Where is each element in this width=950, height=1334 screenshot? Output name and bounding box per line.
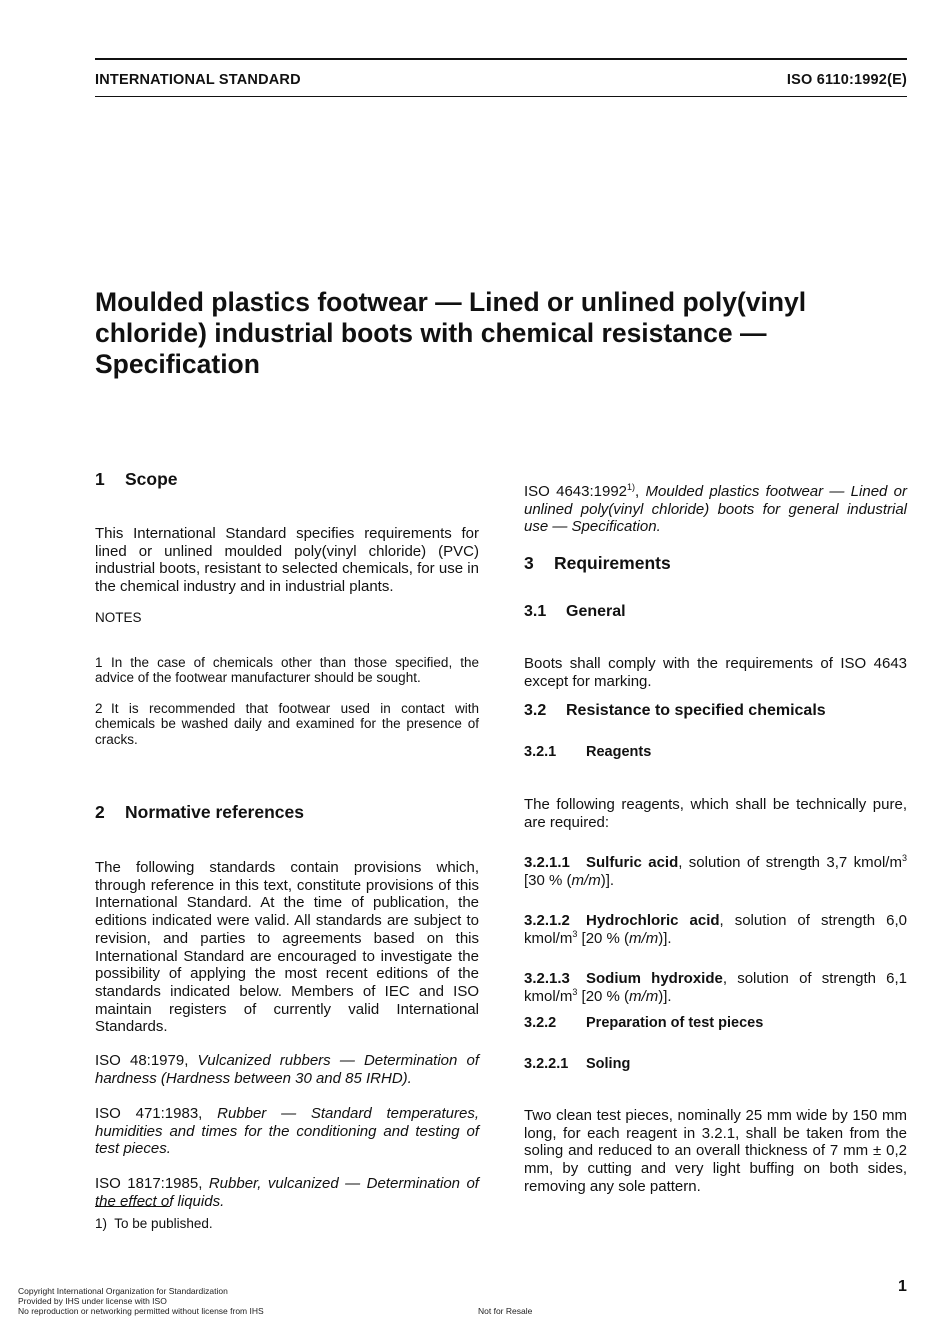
not-for-resale: Not for Resale bbox=[478, 1306, 533, 1316]
preparation-heading: 3.2.2 Preparation of test pieces bbox=[524, 1015, 764, 1031]
reagent-hydrochloric-acid: 3.2.1.2 Hydrochloric acid, solution of strength 6,0 kmol/$m^3$ [20 % (m/m)]. bbox=[524, 912, 907, 947]
requirements-heading: 3 Requirements bbox=[524, 553, 671, 573]
title-line-3: Specification bbox=[95, 349, 260, 379]
normative-body: The following standards contain provisions which, through reference in this text, constitute provisions of this International Standard. At the time of publication, the editions indicated were valid. All standards are subject to revision, and parties to agreements based on this International Standard are encouraged to investigate the possibility of applying the most recent editions of the standards indicated below. Members of IEC and ISO maintain registers of currently valid International Standards. bbox=[95, 859, 479, 1036]
title-line-2: chloride) industrial boots with chemical resistance — bbox=[95, 318, 767, 348]
note-2: 2 It is recommended that footwear used in contact with chemicals be washed daily and examined for the presence of cracks. bbox=[95, 700, 479, 747]
header-top-rule bbox=[95, 58, 907, 60]
scope-body: This International Standard specifies requirements for lined or unlined moulded poly(vinyl chloride) (PVC) industrial boots, resistant to selected chemicals, for use in the chemical industry and in industrial plants. bbox=[95, 525, 479, 596]
footnote: 1) To be published. bbox=[95, 1216, 213, 1231]
copyright-notice: Copyright International Organization for Standardization Provided by IHS under license with ISO No reproduction or networking permitted without license from IHS bbox=[18, 1286, 264, 1316]
reagents-body: The following reagents, which shall be technically pure, are required: bbox=[524, 796, 907, 831]
general-body: Boots shall comply with the requirements of ISO 4643 except for marking. bbox=[524, 655, 907, 690]
header-doc-type: INTERNATIONAL STANDARD bbox=[95, 72, 301, 88]
footnote-rule bbox=[95, 1206, 170, 1207]
page-number: 1 bbox=[898, 1278, 907, 1295]
general-heading: 3.1 General bbox=[524, 603, 626, 620]
header-doc-number: ISO 6110:1992(E) bbox=[786, 72, 907, 88]
notes-label: NOTES bbox=[95, 610, 142, 625]
title-line-1: Moulded plastics footwear — Lined or unlined poly(vinyl bbox=[95, 287, 807, 317]
reagents-heading: 3.2.1 Reagents bbox=[524, 744, 652, 760]
reference-iso-471: ISO 471:1983, Rubber — Standard temperatures, humidities and times for the conditioning and testing of test pieces. bbox=[95, 1105, 480, 1158]
reference-iso-1817: ISO 1817:1985, Rubber, vulcanized — Determination of the effect of liquids. bbox=[95, 1175, 479, 1210]
reference-iso-48: ISO 48:1979, Vulcanized rubbers — Determination of hardness (Hardness between 30 and 85 IRHD). bbox=[95, 1052, 479, 1087]
reference-iso-4643: ISO 4643:1992$^{1)}$, Moulded plastics footwear — Lined or unlined poly(vinyl chloride) boots for general industrial use — Specification. bbox=[524, 482, 908, 536]
resistance-heading: 3.2 Resistance to specified chemicals bbox=[524, 702, 826, 719]
soling-heading: 3.2.2.1 Soling bbox=[524, 1056, 631, 1072]
page-title bbox=[95, 287, 855, 380]
scope-heading: 1 Scope bbox=[95, 469, 178, 489]
reagent-sulfuric-acid: 3.2.1.1 Sulfuric acid, solution of strength 3,7 kmol/$m^3$ [30 % (m/m)]. bbox=[524, 853, 907, 889]
reagent-sodium-hydroxide: 3.2.1.3 Sodium hydroxide, solution of strength 6,1 kmol/$m^3$ [20 % (m/m)]. bbox=[524, 970, 907, 1005]
normative-heading: 2 Normative references bbox=[95, 802, 304, 822]
note-1: 1 In the case of chemicals other than those specified, the advice of the footwear manufacturer should be sought. bbox=[95, 654, 479, 685]
header-bottom-rule bbox=[95, 96, 907, 97]
soling-body: Two clean test pieces, nominally 25 mm wide by 150 mm long, for each reagent in 3.2.1, shall be taken from the soling and reduced to an overall thickness of 7 mm ± 0,2 mm, by cutting and very light buffing on both sides, removing any sole pattern. bbox=[524, 1107, 907, 1195]
